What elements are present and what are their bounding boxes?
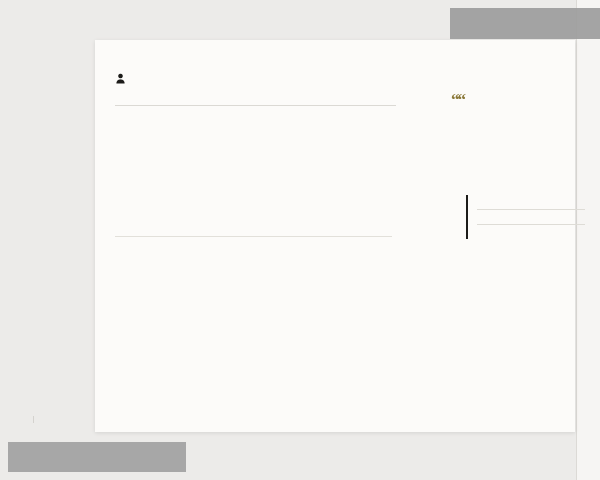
stat-item [477,209,585,224]
stat-item [477,224,585,239]
header-divider [115,105,396,106]
watermark-bottom [8,442,186,472]
key-stats [466,195,585,239]
body-column-left [115,162,251,171]
injury-days-chart [115,246,392,386]
page-footer [28,416,39,423]
report-page [95,40,575,432]
body-columns [115,162,399,171]
chart-divider [115,236,392,237]
person-icon [115,73,126,84]
stat-item [477,195,585,209]
chart-block [115,236,392,386]
body-column-right [263,162,399,171]
footer-divider [33,416,34,423]
next-page-edge [576,0,600,480]
quote-icon: ““ [451,90,464,109]
watermark-top [450,8,600,39]
